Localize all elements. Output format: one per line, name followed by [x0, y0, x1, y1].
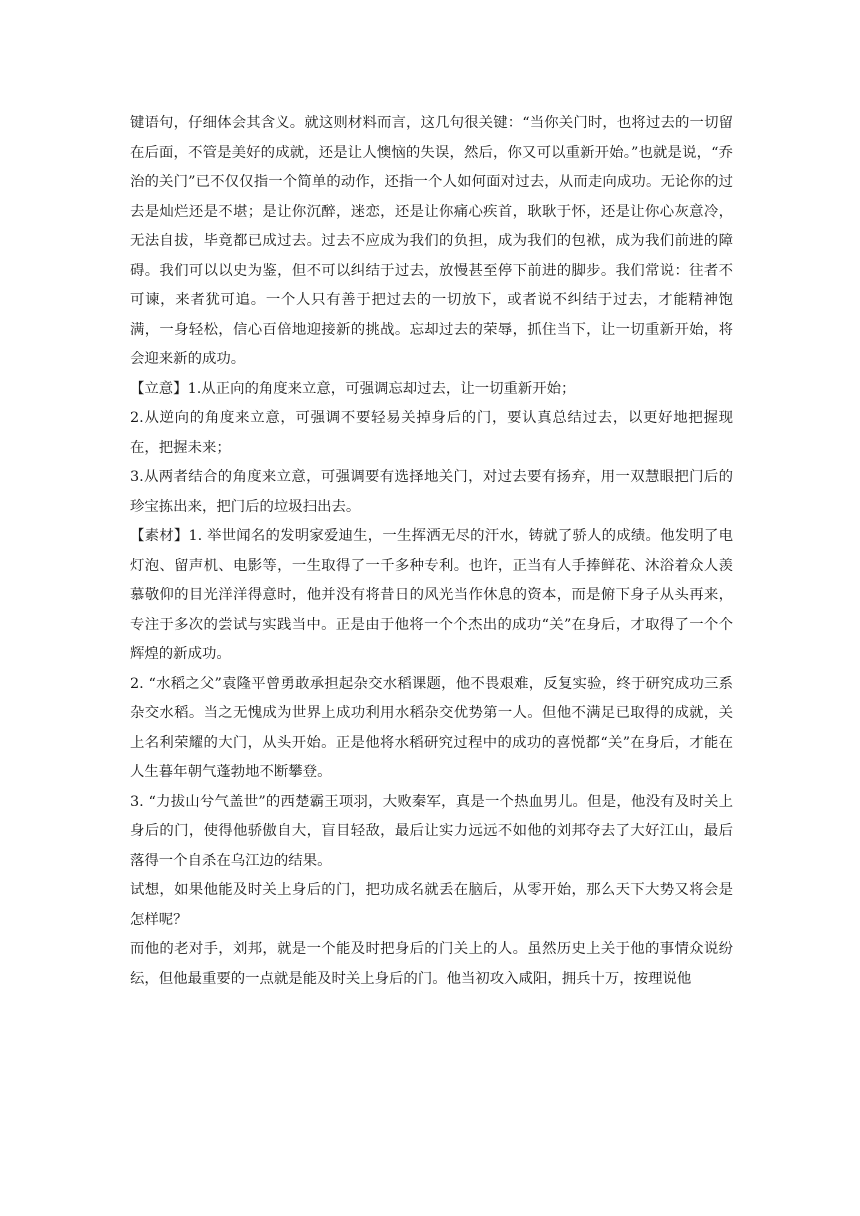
paragraph-theme-3: 3.从两者结合的角度来立意，可强调要有选择地关门，对过去要有扬弃，用一双慧眼把门后的珍宝拣出来，把门后的垃圾扫出去。	[130, 469, 733, 515]
paragraph-material-1: 【素材】1. 举世闻名的发明家爱迪生，一生挥洒无尽的汗水，铸就了骄人的成绩。他发明了电灯泡、留声机、电影等，一生取得了一千多种专利。也许，正当有人手捧鲜花、沐浴着众人羡慕敬仰的目光洋洋得意时，他并没有将昔日的风光当作休息的资本，而是俯下身子从头再来，专注于多次的尝试与实践当中。正是由于他将一个个杰出的成功“关”在身后，才取得了一个个辉煌的新成功。	[130, 528, 733, 662]
paragraph-theme-1: 【立意】1.从正向的角度来立意，可强调忘却过去，让一切重新开始；	[130, 380, 576, 397]
paragraph-hypothesis: 试想，如果他能及时关上身后的门，把功成名就丢在脑后，从零开始，那么天下大势又将会是怎样呢？	[130, 882, 733, 928]
paragraph-theme-2: 2.从逆向的角度来立意，可强调不要轻易关掉身后的门，要认真总结过去，以更好地把握现在，把握未来；	[130, 410, 733, 456]
paragraph-analysis: 键语句，仔细体会其含义。就这则材料而言，这几句很关键：“当你关门时，也将过去的一切留在后面，不管是美好的成就，还是让人懊恼的失误，然后，你又可以重新开始。”也就是说，“乔治的关门”已不仅仅指一个简单的动作，还指一个人如何面对过去，从而走向成功。无论你的过去是灿烂还是不堪；是让你沉醉，迷恋，还是让你痛心疾首，耿耿于怀，还是让你心灰意冷，无法自拔，毕竟都已成过去。过去不应成为我们的负担，成为我们的包袱，成为我们前进的障碍。我们可以以史为鉴，但不可以纠结于过去，放慢甚至停下前进的脚步。我们常说：往者不可谏，来者犹可追。一个人只有善于把过去的一切放下，或者说不纠结于过去，才能精神饱满，一身轻松，信心百倍地迎接新的挑战。忘却过去的荣辱，抓住当下，让一切重新开始，将会迎来新的成功。	[130, 115, 733, 367]
paragraph-material-2: 2. “水稻之父”袁隆平曾勇敢承担起杂交水稻课题，他不畏艰难，反复实验，终于研究成功三系杂交水稻。当之无愧成为世界上成功利用水稻杂交优势第一人。但他不满足已取得的成就，关上名利荣耀的大门，从头开始。正是他将水稻研究过程中的成功的喜悦都“关”在身后，才能在人生暮年朝气蓬勃地不断攀登。	[130, 675, 733, 780]
paragraph-liubang: 而他的老对手，刘邦，就是一个能及时把身后的门关上的人。虽然历史上关于他的事情众说纷纭，但他最重要的一点就是能及时关上身后的门。他当初攻入咸阳，拥兵十万，按理说他	[130, 941, 733, 987]
document-body	[130, 109, 733, 994]
paragraph-material-3: 3. “力拔山兮气盖世”的西楚霸王项羽，大败秦军，真是一个热血男儿。但是，他没有及时关上身后的门，使得他骄傲自大，盲目轻敌，最后让实力远远不如他的刘邦夺去了大好江山，最后落得一个自杀在乌江边的结果。	[130, 793, 733, 869]
